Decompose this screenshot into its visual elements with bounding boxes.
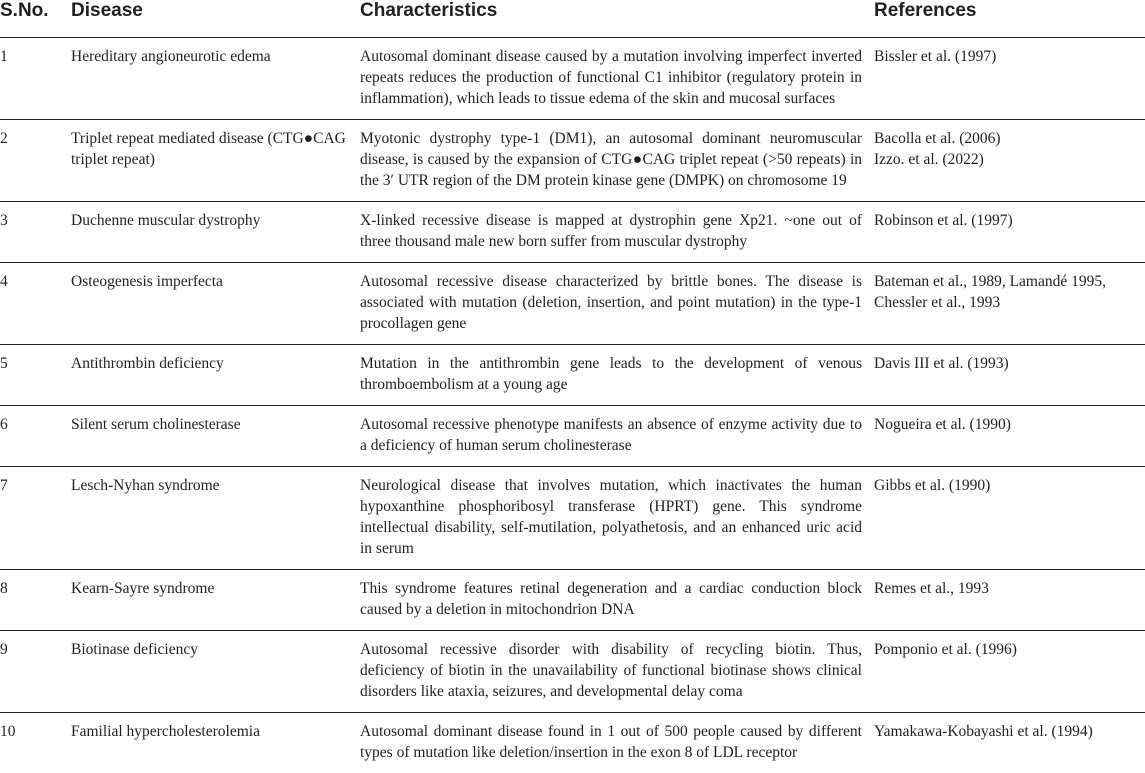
cell-characteristics: Autosomal recessive phenotype manifests an absence of enzyme activity due to a deficiency of human serum cholinesterase	[360, 406, 874, 467]
cell-references	[874, 38, 1145, 120]
cell-disease: Kearn-Sayre syndrome	[71, 570, 360, 631]
cell-characteristics: Myotonic dystrophy type-1 (DM1), an autosomal dominant neuromuscular disease, is caused by the expansion of CTG●CAG triplet repeat (>50 repeats) in the 3′ UTR region of the DM protein kinase gene (DMPK) on chromosome 19	[360, 120, 874, 202]
cell-characteristics: Autosomal dominant disease found in 1 out of 500 people caused by different types of mutation like deletion/insertion in the exon 8 of LDL receptor	[360, 713, 874, 773]
reference-text: Bateman et al., 1989, Lamandé 1995, Chessler et al., 1993	[874, 271, 1141, 313]
cell-characteristics: Autosomal recessive disease characterized by brittle bones. The disease is associated with mutation (deletion, insertion, and point mutation) in the type-1 procollagen gene	[360, 263, 874, 345]
header-disease: Disease	[71, 0, 360, 38]
reference-text: Gibbs et al. (1990)	[874, 475, 1141, 496]
cell-sno: 7	[0, 467, 71, 570]
cell-characteristics: X-linked recessive disease is mapped at dystrophin gene Xp21. ~one out of three thousand male new born suffer from muscular dystrophy	[360, 202, 874, 263]
header-references: References	[874, 0, 1145, 38]
cell-sno: 4	[0, 263, 71, 345]
table-row	[0, 570, 1145, 631]
cell-references	[874, 406, 1145, 467]
cell-characteristics: Mutation in the antithrombin gene leads to the development of venous thromboembolism at a young age	[360, 345, 874, 406]
cell-disease: Hereditary angioneurotic edema	[71, 38, 360, 120]
cell-characteristics: Neurological disease that involves mutation, which inactivates the human hypoxanthine phosphoribosyl transferase (HPRT) gene. This syndrome intellectual disability, self-mutilation, polyathetosis, and an enhanced uric acid in serum	[360, 467, 874, 570]
cell-sno: 6	[0, 406, 71, 467]
reference-text: Bissler et al. (1997)	[874, 46, 1141, 67]
cell-disease: Lesch-Nyhan syndrome	[71, 467, 360, 570]
cell-sno: 2	[0, 120, 71, 202]
table-row	[0, 713, 1145, 773]
cell-references	[874, 345, 1145, 406]
cell-references	[874, 120, 1145, 202]
cell-sno: 1	[0, 38, 71, 120]
cell-references	[874, 202, 1145, 263]
cell-disease: Silent serum cholinesterase	[71, 406, 360, 467]
cell-references	[874, 570, 1145, 631]
cell-disease: Familial hypercholesterolemia	[71, 713, 360, 773]
table-row	[0, 263, 1145, 345]
cell-sno: 8	[0, 570, 71, 631]
cell-disease: Duchenne muscular dystrophy	[71, 202, 360, 263]
cell-sno: 10	[0, 713, 71, 773]
header-sno: S.No.	[0, 0, 71, 38]
header-characteristics: Characteristics	[360, 0, 874, 38]
header-row	[0, 0, 1145, 38]
cell-characteristics: Autosomal recessive disorder with disability of recycling biotin. Thus, deficiency of biotin in the unavailability of functional biotinase shows clinical disorders like ataxia, seizures, and developmental delay coma	[360, 631, 874, 713]
table-body	[0, 38, 1145, 773]
reference-text: Nogueira et al. (1990)	[874, 414, 1141, 435]
cell-disease: Osteogenesis imperfecta	[71, 263, 360, 345]
table-row	[0, 631, 1145, 713]
cell-references	[874, 467, 1145, 570]
table-header	[0, 0, 1145, 38]
cell-disease: Biotinase deficiency	[71, 631, 360, 713]
table-row	[0, 467, 1145, 570]
cell-characteristics: This syndrome features retinal degeneration and a cardiac conduction block caused by a deletion in mitochondrion DNA	[360, 570, 874, 631]
cell-sno: 9	[0, 631, 71, 713]
reference-text: Robinson et al. (1997)	[874, 210, 1141, 231]
reference-text: Pomponio et al. (1996)	[874, 639, 1141, 660]
cell-disease: Antithrombin deficiency	[71, 345, 360, 406]
cell-characteristics: Autosomal dominant disease caused by a mutation involving imperfect inverted repeats reduces the production of functional C1 inhibitor (regulatory protein in inflammation), which leads to tissue edema of the skin and mucosal surfaces	[360, 38, 874, 120]
cell-references	[874, 713, 1145, 773]
table-row	[0, 38, 1145, 120]
reference-text: Izzo. et al. (2022)	[874, 149, 1141, 170]
table-row	[0, 120, 1145, 202]
cell-references	[874, 631, 1145, 713]
cell-references	[874, 263, 1145, 345]
reference-text: Yamakawa-Kobayashi et al. (1994)	[874, 721, 1141, 742]
reference-text: Davis III et al. (1993)	[874, 353, 1141, 374]
table-row	[0, 345, 1145, 406]
table-row	[0, 406, 1145, 467]
cell-sno: 3	[0, 202, 71, 263]
table-row	[0, 202, 1145, 263]
cell-sno: 5	[0, 345, 71, 406]
reference-text: Bacolla et al. (2006)	[874, 128, 1141, 149]
reference-text: Remes et al., 1993	[874, 578, 1141, 599]
cell-disease: Triplet repeat mediated disease (CTG●CAG triplet repeat)	[71, 120, 360, 202]
